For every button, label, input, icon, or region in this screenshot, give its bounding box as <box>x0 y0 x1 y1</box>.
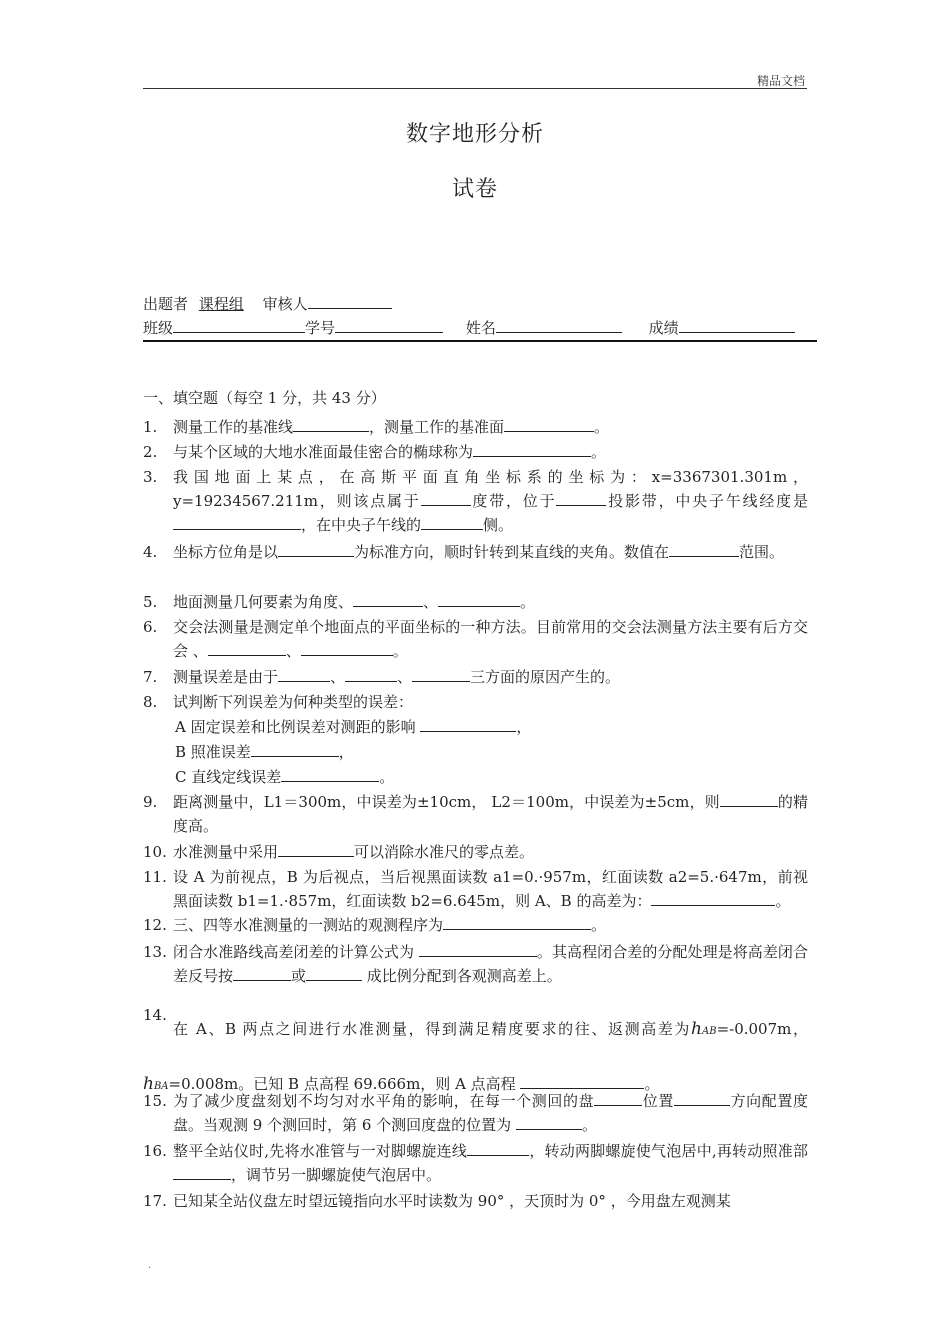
answer-blank[interactable] <box>443 915 591 930</box>
answer-blank[interactable] <box>251 742 339 757</box>
header-rule <box>143 88 807 89</box>
question-15: 15. 为了减少度盘刻划不均匀对水平角的影响，在每一个测回的盘 位置 方向配置度盘。当观测 9 个测回时，第 6 个测回度盘的位置为 。 <box>143 1092 808 1134</box>
answer-blank[interactable] <box>420 717 516 732</box>
answer-blank[interactable] <box>301 641 393 656</box>
question-5: 5. 地面测量几何要素为角度、 、 。 <box>143 593 536 611</box>
reviewer-blank[interactable] <box>308 294 392 309</box>
answer-blank[interactable] <box>516 1115 582 1130</box>
answer-blank[interactable] <box>520 1074 644 1089</box>
answer-blank[interactable] <box>594 1091 642 1106</box>
answer-blank[interactable] <box>173 1165 231 1180</box>
question-6: 6. 交会法测量是测定单个地面点的平面坐标的一种方法。目前常用的交会法测量方法主要有后方交会 、 、 。 <box>143 618 808 660</box>
answer-blank[interactable] <box>278 842 354 857</box>
answer-blank[interactable] <box>278 542 354 557</box>
question-9: 9. 距离测量中，L1＝300m，中误差为±10cm， L2＝100m，中误差为±5cm，则 的精度高。 <box>143 793 808 835</box>
answer-blank[interactable] <box>353 592 423 607</box>
question-10: 10. 水准测量中采用 可以消除水准尺的零点差。 <box>143 843 535 861</box>
header-note: 精品文档 <box>756 74 805 88</box>
answer-blank[interactable] <box>421 491 471 506</box>
class-blank[interactable] <box>173 318 305 333</box>
info-row-1 <box>143 293 392 314</box>
answer-blank[interactable] <box>669 542 739 557</box>
question-8a: A 固定误差和比例误差对测距的影响 ， <box>175 718 532 736</box>
answer-blank[interactable] <box>173 515 301 530</box>
question-8b: B 照准误差 ， <box>175 743 354 761</box>
answer-blank[interactable] <box>419 942 537 957</box>
answer-blank[interactable] <box>293 417 369 432</box>
question-13: 13. 闭合水准路线高差闭差的计算公式为 。其高程闭合差的分配处理是将高差闭合差反号按 或 成比例分配到各观测高差上。 <box>143 943 808 985</box>
answer-blank[interactable] <box>504 417 594 432</box>
answer-blank[interactable] <box>473 442 591 457</box>
answer-blank[interactable] <box>306 966 362 981</box>
answer-blank[interactable] <box>438 592 520 607</box>
author-value: 课程组 <box>198 295 244 313</box>
exam-title: 数字地形分析 <box>405 122 544 147</box>
answer-blank[interactable] <box>651 891 775 906</box>
answer-blank[interactable] <box>674 1091 730 1106</box>
answer-blank[interactable] <box>208 641 286 656</box>
class-label: 班级 <box>143 319 174 337</box>
id-label: 学号 <box>305 319 336 337</box>
question-12: 12. 三、四等水准测量的一测站的观测程序为 。 <box>143 916 607 934</box>
exam-subtitle: 试卷 <box>451 177 498 202</box>
answer-blank[interactable] <box>278 667 330 682</box>
question-8c: C 直线定线误差 。 <box>175 768 395 786</box>
info-row-2 <box>143 317 795 338</box>
question-8: 8. 试判断下列误差为何种类型的误差： <box>143 693 414 711</box>
score-blank[interactable] <box>679 318 795 333</box>
answer-blank[interactable] <box>467 1141 529 1156</box>
answer-blank[interactable] <box>421 515 483 530</box>
answer-blank[interactable] <box>412 667 470 682</box>
score-label: 成绩 <box>648 319 679 337</box>
answer-blank[interactable] <box>556 491 606 506</box>
section-title: 一、填空题（每空 1 分，共 43 分） <box>143 389 386 407</box>
question-17: 17. 已知某全站仪盘左时望远镜指向水平时读数为 90° ，天顶时为 0° ，今用盘左观测某 <box>143 1192 731 1210</box>
answer-blank[interactable] <box>720 792 778 807</box>
info-divider <box>143 340 817 342</box>
footer-mark: . <box>148 1260 152 1271</box>
name-blank[interactable] <box>496 318 622 333</box>
question-2: 2. 与某个区域的大地水准面最佳密合的椭球称为 。 <box>143 443 607 461</box>
id-blank[interactable] <box>335 318 443 333</box>
answer-blank[interactable] <box>345 667 397 682</box>
reviewer-label: 审核人 <box>262 295 308 313</box>
question-4: 4. 坐标方位角是以 为标准方向，顺时针转到某直线的夹角。数值在 范围。 <box>143 543 785 561</box>
answer-blank[interactable] <box>281 767 379 782</box>
name-label: 姓名 <box>465 319 496 337</box>
question-16: 16. 整平全站仪时,先将水准管与一对脚螺旋连线 ，转动两脚螺旋使气泡居中,再转动照准部，调节另一脚螺旋使气泡居中。 <box>143 1142 808 1184</box>
question-7: 7. 测量误差是由于 、 、 三方面的原因产生的。 <box>143 668 621 686</box>
question-3: 3. 我国地面上某点，在高斯平面直角坐标系的坐标为：x=3367301.301m，y=19234567.211m，则该点属于 度带，位于 投影带，中央子午线经度是，在中央子午线的 侧。 <box>143 468 808 534</box>
author-label: 出题者 <box>143 295 189 313</box>
answer-blank[interactable] <box>233 966 291 981</box>
question-14: 14. 在 A、B 两点之间进行水准测量，得到满足精度要求的往、返测高差为hAB=-0.007m， hBA=0.008m。已知 B 点高程 69.666m，则 A 点高程 。 <box>143 1006 808 1094</box>
question-1: 1. 测量工作的基准线 ，测量工作的基准面 。 <box>143 418 610 436</box>
question-11: 11. 设 A 为前视点，B 为后视点，当后视黑面读数 a1=0.·957m，红面读数 a2=5.·647m，前视黑面读数 b1=1.·857m，红面读数 b2=6.645m，则 A、B 的高差为： 。 <box>143 868 808 910</box>
